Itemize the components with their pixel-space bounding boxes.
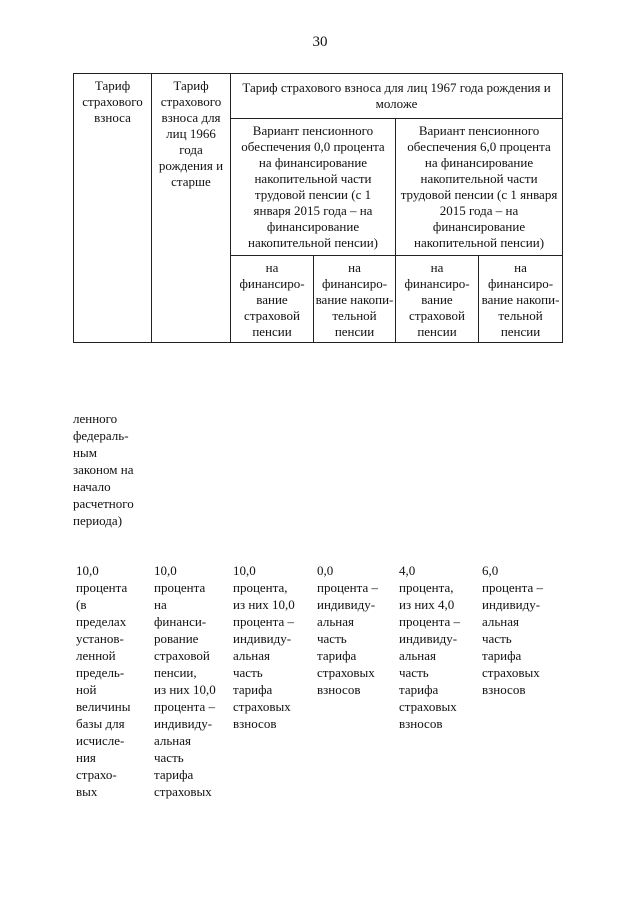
header-variant-6: Вариант пенсионного обеспечения 6,0 процента на финансирование накопительной части трудовой пенсии (с 1 января 2015 года – на финансирование накопительной пенсии) xyxy=(396,119,563,256)
sub-header-insurance-1: на финансиро-вание страховой пенсии xyxy=(231,256,314,343)
sub-header-funded-2: на финансиро-вание накопи-тельной пенсии xyxy=(479,256,563,343)
page-number: 30 xyxy=(312,34,328,50)
value-cell-tariff: 10,0 процента (в пределах установ- ленной предель- ной величины базы для исчисле- ния страхо- вых xyxy=(76,563,131,799)
tariff-header-table xyxy=(73,73,563,343)
header-row-1 xyxy=(74,74,563,119)
sub-header-insurance-2: на финансиро-вание страховой пенсии xyxy=(396,256,479,343)
continuation-text: ленного федераль- ным законом на начало расчетного периода) xyxy=(73,411,134,528)
header-tariff-1967: Тариф страхового взноса для лиц 1967 года рождения и моложе xyxy=(231,74,563,119)
value-cell-variant0-funded: 0,0 процента – индивиду- альная часть тарифа страховых взносов xyxy=(317,563,379,697)
header-tariff-1966: Тариф страхового взноса для лиц 1966 года рождения и старше xyxy=(152,74,231,343)
value-cell-1966: 10,0 процента на финанси- рование страховой пенсии, из них 10,0 процента – индивиду- альная часть тарифа страховых xyxy=(154,563,216,799)
sub-header-funded-1: на финансиро-вание накопи-тельной пенсии xyxy=(314,256,396,343)
value-cell-variant6-insurance: 4,0 процента, из них 4,0 процента – индивиду- альная часть тарифа страховых взносов xyxy=(399,563,461,731)
header-variant-0: Вариант пенсионного обеспечения 0,0 процента на финансирование накопительной части трудовой пенсии (с 1 января 2015 года – на финансирование накопительной пенсии) xyxy=(231,119,396,256)
value-cell-variant0-insurance: 10,0 процента, из них 10,0 процента – индивиду- альная часть тарифа страховых взносов xyxy=(233,563,295,731)
value-cell-variant6-funded: 6,0 процента – индивиду- альная часть тарифа страховых взносов xyxy=(482,563,544,697)
header-tariff: Тариф страхового взноса xyxy=(74,74,152,343)
